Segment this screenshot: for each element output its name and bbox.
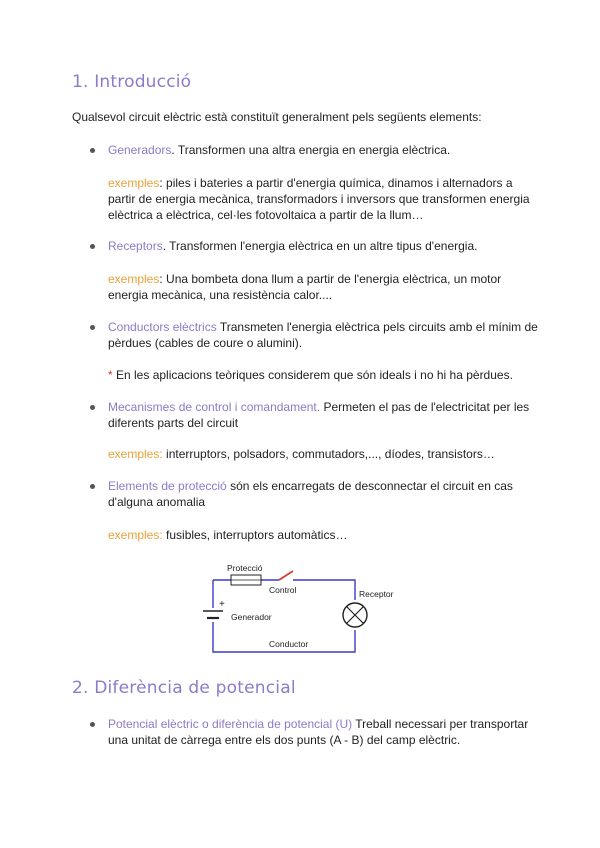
example-receptors bbox=[108, 271, 538, 303]
list-item-conductors bbox=[108, 319, 538, 351]
term-conductors: Conductors elèctrics bbox=[108, 320, 217, 334]
note-mark: * bbox=[108, 368, 113, 382]
list-item-mecanismes bbox=[108, 399, 538, 431]
example-text: interruptors, polsadors, commutadors,..., díodes, transistors… bbox=[162, 447, 495, 461]
section-2-title: 2. Diferència de potencial bbox=[72, 678, 296, 698]
wire-top-right bbox=[293, 580, 355, 600]
list-item-potencial bbox=[108, 716, 538, 748]
example-proteccio bbox=[108, 527, 538, 543]
list-item-proteccio bbox=[108, 478, 538, 510]
label-generador: Generador bbox=[231, 612, 272, 622]
desc-conductors: Transmeten l'energia elèctrica pels circuits amb el mínim de pèrdues (cables de coure o alumini). bbox=[108, 320, 538, 350]
desc-potencial: Treball necessari per transportar una unitat de càrrega entre els dos punts (A - B) del camp elèctric. bbox=[108, 717, 529, 747]
desc-receptors: . Transformen l'energia elèctrica en un altre tipus d'energia. bbox=[162, 239, 478, 253]
example-mecanismes bbox=[108, 446, 538, 462]
list-item-receptors bbox=[108, 238, 538, 254]
bullet-icon bbox=[90, 484, 95, 489]
bullet-icon bbox=[90, 405, 95, 410]
label-receptor: Receptor bbox=[359, 589, 394, 599]
example-text: : piles i bateries a partir d'energia química, dinamos i alternadors a partir de energia mecànica, transformadors i inversors que transformen energia elèctrica a elèctrica, cel·les fotovoltaica a partir de la llum… bbox=[108, 176, 530, 222]
term-mecanismes: Mecanismes de control i comandament. bbox=[108, 400, 321, 414]
desc-proteccio: són els encarregats de desconnectar el circuit en cas d'alguna anomalia bbox=[108, 479, 513, 509]
desc-mecanismes: Permeten el pas de l'electricitat per les diferents parts del circuit bbox=[108, 400, 530, 430]
label-conductor: Conductor bbox=[269, 639, 309, 649]
label-control: Control bbox=[269, 585, 297, 595]
term-receptors: Receptors bbox=[108, 239, 163, 253]
section-1-title: 1. Introducció bbox=[72, 72, 192, 92]
label-proteccio: Protecció bbox=[227, 563, 263, 573]
example-label: exemples: bbox=[108, 447, 163, 461]
switch-icon bbox=[279, 571, 293, 580]
intro-paragraph: Qualsevol circuit elèctric està constituït generalment pels següents elements: bbox=[72, 110, 482, 124]
bullet-icon bbox=[90, 722, 95, 727]
example-text: fusibles, interruptors automàtics… bbox=[162, 528, 348, 542]
example-label: exemples bbox=[108, 272, 160, 286]
circuit-diagram bbox=[195, 558, 415, 660]
example-text: : Una bombeta dona llum a partir de l'energia elèctrica, un motor energia mecànica, una resistència calor.... bbox=[108, 272, 502, 302]
plus-sign: + bbox=[219, 599, 225, 610]
note-text: En les aplicacions teòriques considerem que són ideals i no hi ha pèrdues. bbox=[112, 368, 513, 382]
example-label: exemples: bbox=[108, 528, 163, 542]
term-proteccio: Elements de protecció bbox=[108, 479, 227, 493]
desc-generadors: . Transformen una altra energia en energia elèctrica. bbox=[171, 143, 451, 157]
list-item-generadors bbox=[108, 142, 538, 158]
term-generadors: Generadors bbox=[108, 143, 172, 157]
bullet-icon bbox=[90, 325, 95, 330]
bullet-icon bbox=[90, 244, 95, 249]
term-potencial: Potencial elèctric o diferència de potencial (U) bbox=[108, 717, 353, 731]
note-conductors bbox=[108, 367, 538, 383]
example-label: exemples bbox=[108, 176, 160, 190]
example-generadors bbox=[108, 175, 538, 223]
bullet-icon bbox=[90, 148, 95, 153]
